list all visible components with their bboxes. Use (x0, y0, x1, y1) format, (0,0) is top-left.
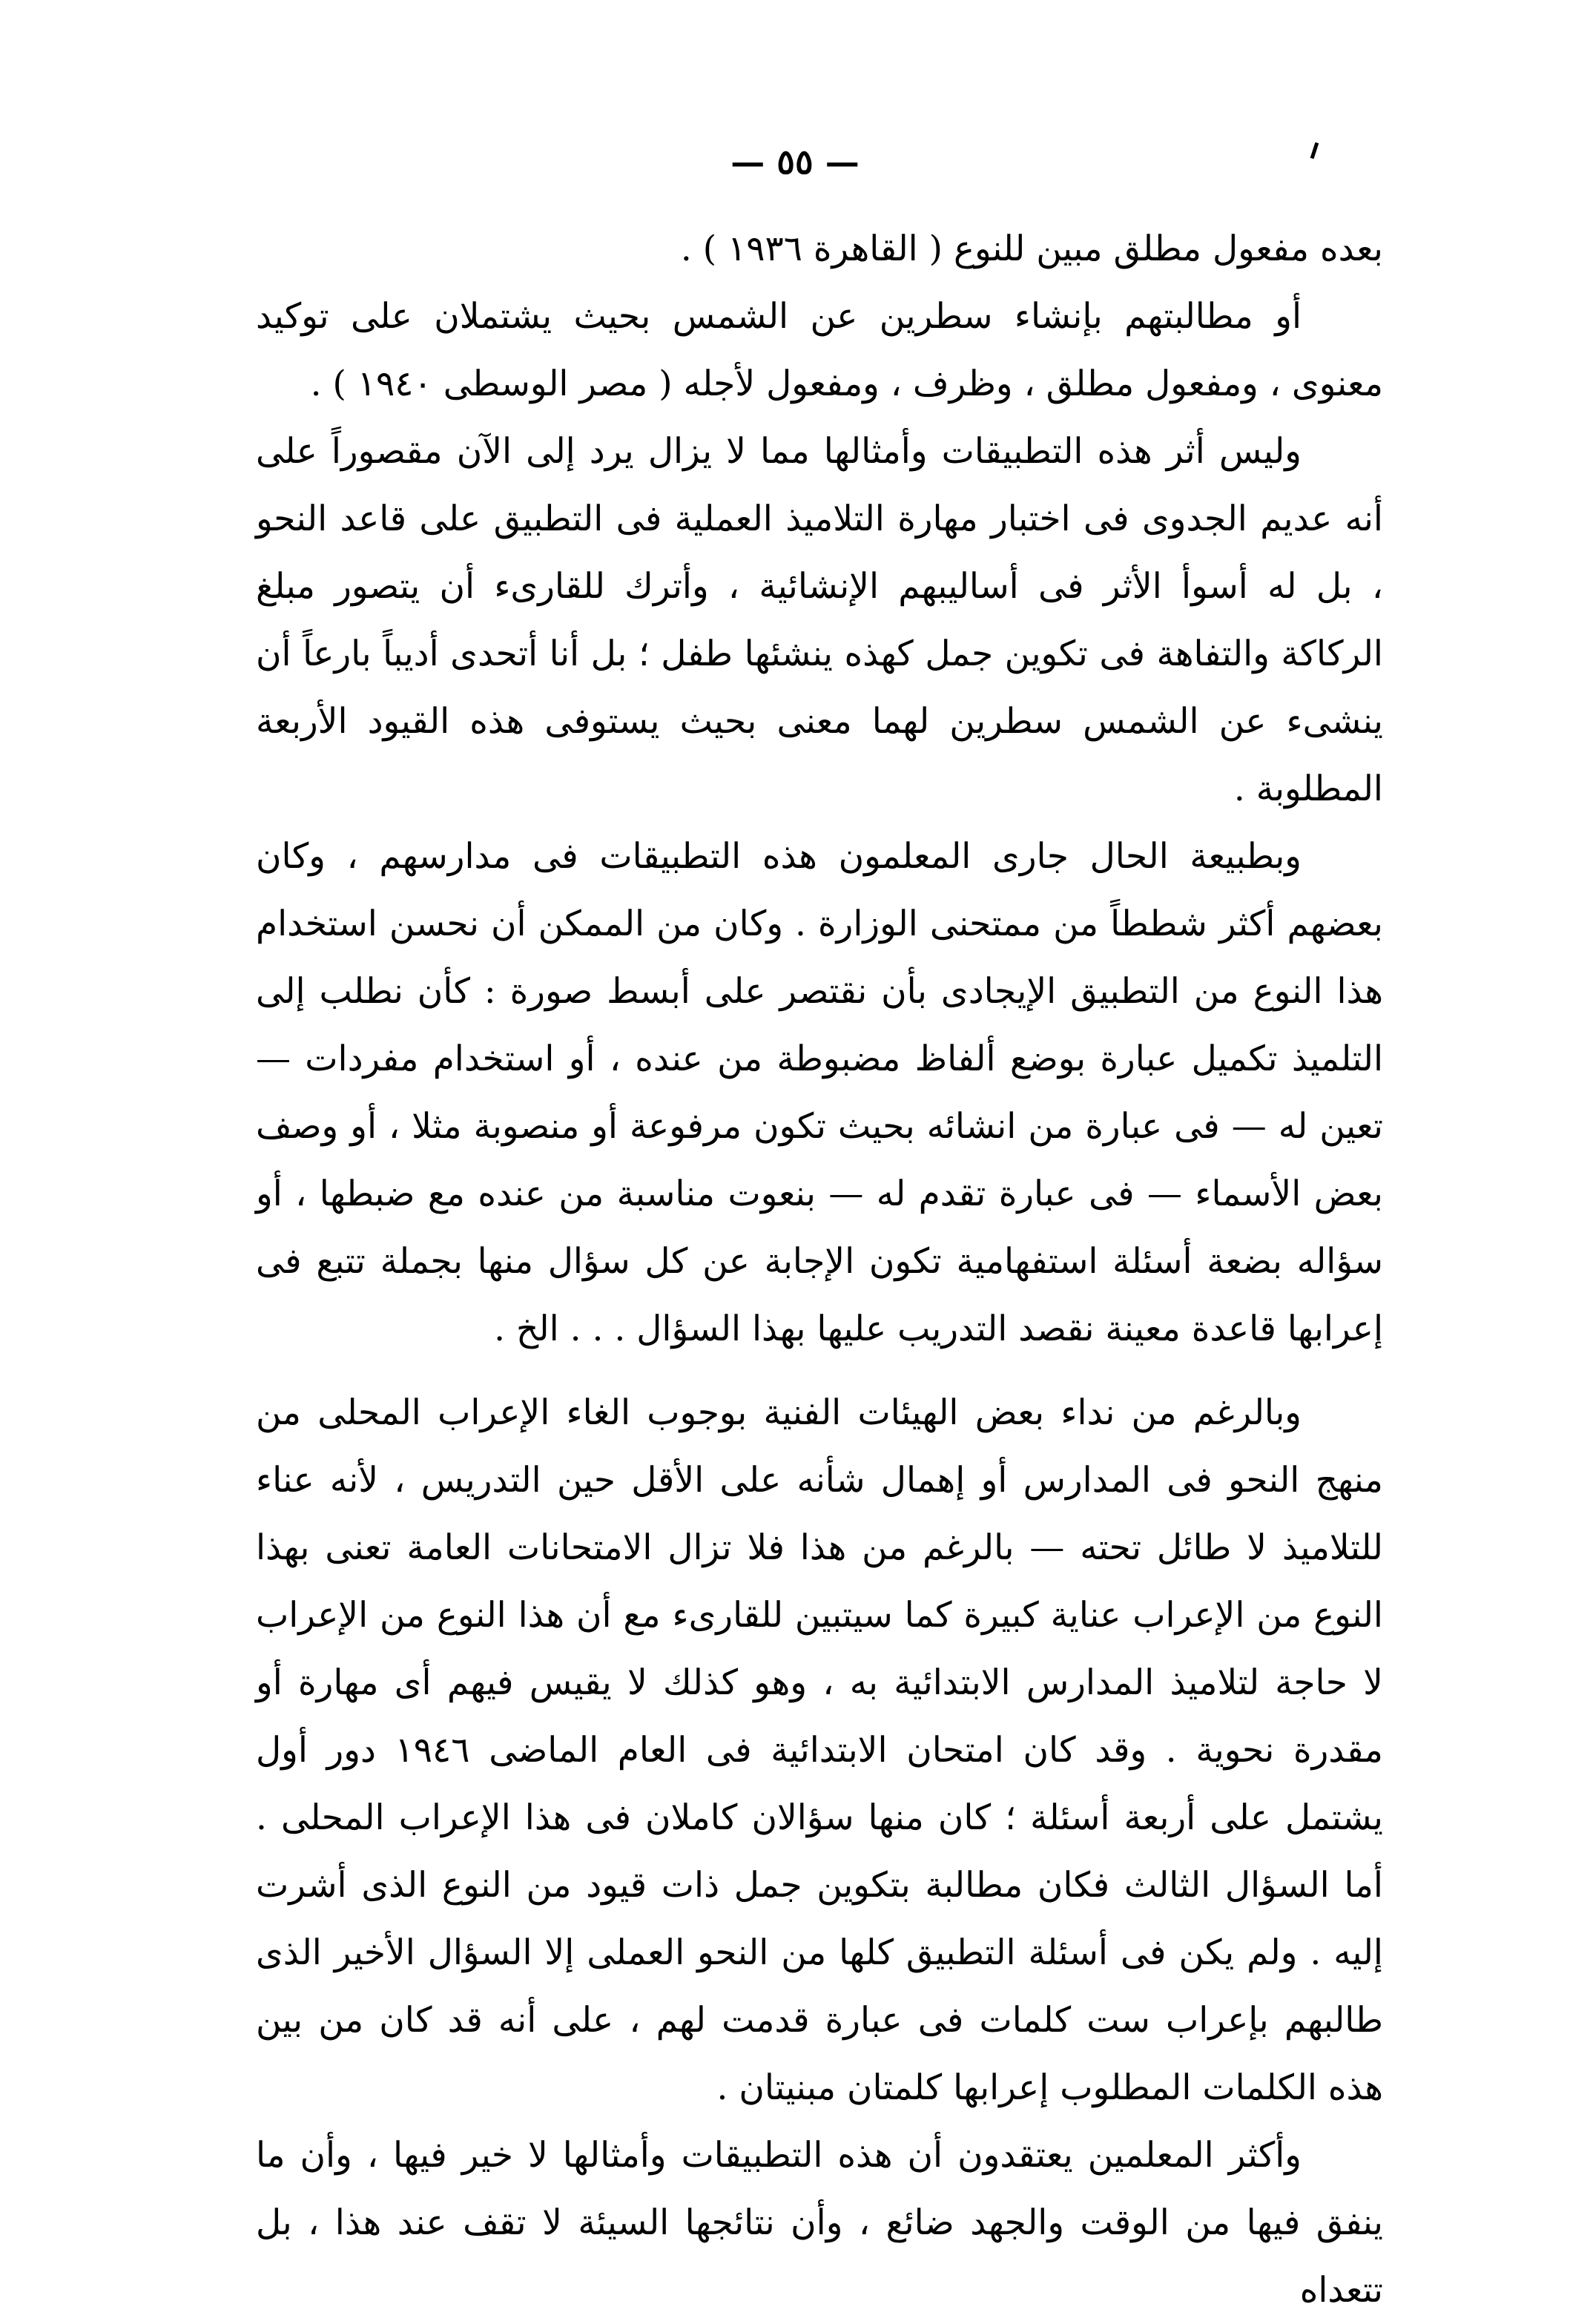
paragraph-1: بعده مفعول مطلق مبين للنوع ( القاهرة ١٩٣٦ ) . (680, 228, 1383, 269)
body-text (256, 215, 1383, 2324)
paragraph-4: وبطبيعة الحال جارى المعلمون هذه التطبيقات فى مدارسهم ، وكان بعضهم أكثر شططاً من ممتحنى الوزارة . وكان من الممكن أن نحسن استخدام هذا النوع من التطبيق الإيجادى بأن نقتصر على أبسط صورة : كأن نطلب إلى التلميذ تكميل عبارة بوضع ألفاظ مضبوطة من عنده ، أو استخدام مفردات — تعين له — فى عبارة من انشائه بحيث تكون مرفوعة أو منصوبة مثلا ، أو وصف بعض الأسماء — فى عبارة تقدم له — بنعوت مناسبة من عنده مع ضبطها ، أو سؤاله بضعة أسئلة استفهامية تكون الإجابة عن كل سؤال منها بجملة تتبع فى إعرابها قاعدة معينة نقصد التدريب عليها بهذا السؤال . . . الخ . (256, 836, 1383, 1349)
paragraph-2: أو مطالبتهم بإنشاء سطرين عن الشمس بحيث يشتملان على توكيد معنوى ، ومفعول مطلق ، وظرف ، ومفعول لأجله ( مصر الوسطى ١٩٤٠ ) . (256, 296, 1383, 404)
paragraph-6: وأكثر المعلمين يعتقدون أن هذه التطبيقات وأمثالها لا خير فيها ، وأن ما ينفق فيها من الوقت والجهد ضائع ، وأن نتائجها السيئة لا تقف عند هذا ، بل تتعداه (256, 2135, 1383, 2311)
page-number: — ٥٥ — (730, 142, 860, 182)
paragraph-3: وليس أثر هذه التطبيقات وأمثالها مما لا يزال يرد إلى الآن مقصوراً على أنه عديم الجدوى فى اختبار مهارة التلاميذ العملية فى التطبيق على قاعد النحو ، بل له أسوأ الأثر فى أساليبهم الإنشائية ، وأترك للقارىء أن يتصور مبلغ الركاكة والتفاهة فى تكوين جمل كهذه ينشئها طفل ؛ بل أنا أتحدى أديباً بارعاً أن ينشىء عن الشمس سطرين لهما معنى بحيث يستوفى هذه القيود الأربعة المطلوبة . (256, 431, 1383, 809)
paragraph-5: وبالرغم من نداء بعض الهيئات الفنية بوجوب الغاء الإعراب المحلى من منهج النحو فى المدارس أو إهمال شأنه على الأقل حين التدريس ، لأنه عناء للتلاميذ لا طائل تحته — بالرغم من هذا فلا تزال الامتحانات العامة تعنى بهذا النوع من الإعراب عناية كبيرة كما سيتبين للقارىء مع أن هذا النوع من الإعراب لا حاجة لتلاميذ المدارس الابتدائية به ، وهو كذلك لا يقيس فيهم أى مهارة أو مقدرة نحوية . وقد كان امتحان الابتدائية فى العام الماضى ١٩٤٦ دور أول يشتمل على أربعة أسئلة ؛ كان منها سؤالان كاملان فى هذا الإعراب المحلى . أما السؤال الثالث فكان مطالبة بتكوين جمل ذات قيود من النوع الذى أشرت إليه . ولم يكن فى أسئلة التطبيق كلها من النحو العملى إلا السؤال الأخير الذى طالبهم بإعراب ست كلمات فى عبارة قدمت لهم ، على أنه قد كان من بين هذه الكلمات المطلوب إعرابها كلمتان مبنيتان . (256, 1392, 1383, 2108)
